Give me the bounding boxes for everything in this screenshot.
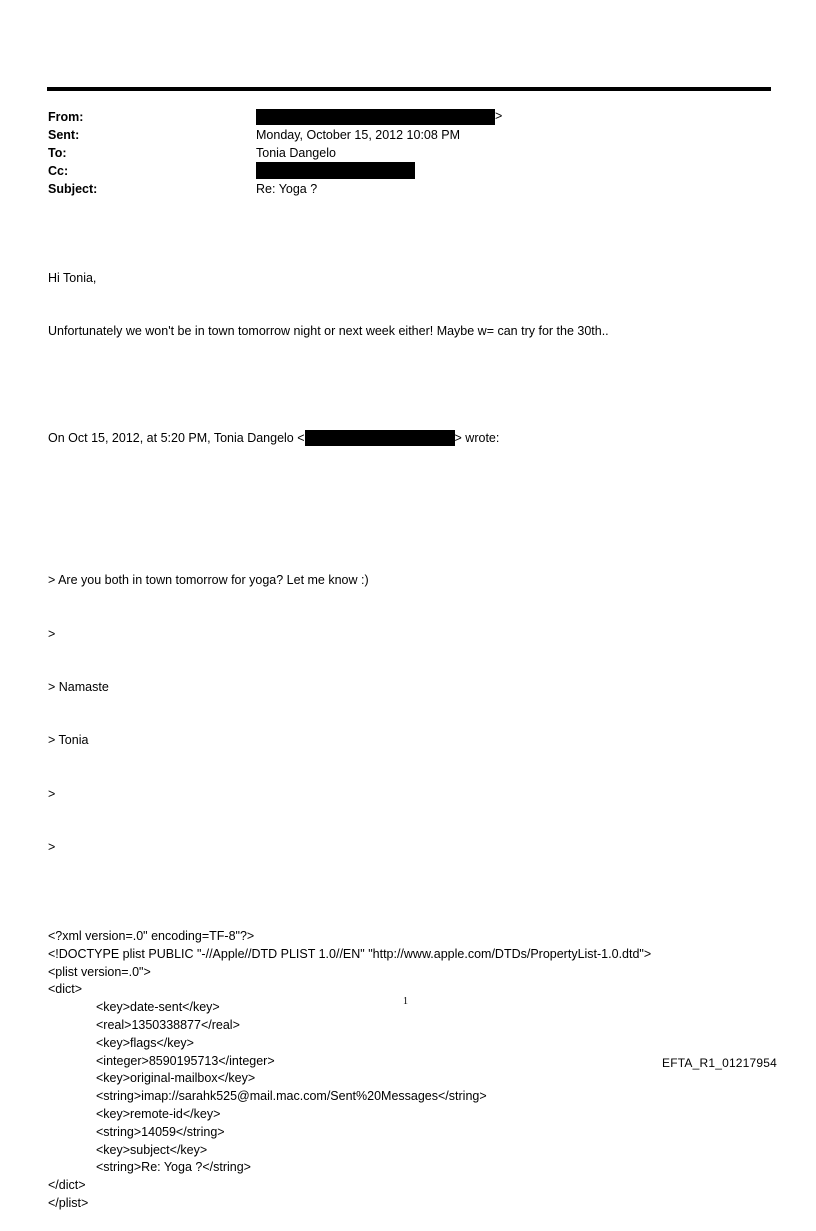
cc-label: Cc: [48, 164, 69, 178]
from-label: From: [48, 110, 84, 124]
xml-line: <key>date-sent</key> [96, 1000, 220, 1015]
quoted-line: > [48, 626, 56, 641]
xml-line: <string>imap://sarahk525@mail.mac.com/Sent%20Messages</string> [96, 1089, 487, 1104]
header-rule [47, 87, 771, 91]
bates-number: EFTA_R1_01217954 [662, 1056, 778, 1070]
xml-line: <key>original-mailbox</key> [96, 1071, 256, 1086]
quoted-line: > [48, 840, 56, 855]
to-value: Tonia Dangelo [256, 146, 336, 160]
xml-line: <key>flags</key> [96, 1035, 194, 1050]
xml-line: <string>Re: Yoga ?</string> [96, 1160, 251, 1175]
xml-line: </dict> [48, 1178, 86, 1193]
email-body [48, 234, 788, 1231]
page-number: 1 [403, 996, 408, 1007]
sent-label: Sent: [48, 128, 80, 142]
subject-label: Subject: [48, 182, 98, 196]
quote-intro [48, 430, 788, 448]
quoted-block [48, 537, 788, 893]
xml-line: <string>14059</string> [96, 1124, 225, 1139]
quoted-line: > [48, 786, 56, 801]
redaction-block [305, 430, 455, 446]
xml-line: <?xml version=.0" encoding=TF-8"?> [48, 929, 255, 944]
redaction-block [256, 162, 415, 179]
sent-value: Monday, October 15, 2012 10:08 PM [256, 128, 461, 142]
xml-line: <key>remote-id</key> [96, 1107, 221, 1122]
greeting: Hi Tonia, [48, 270, 97, 285]
xml-line: <real>1350338877</real> [96, 1018, 240, 1033]
quoted-line: > Are you both in town tomorrow for yoga? Let me know :) [48, 573, 369, 588]
to-label: To: [48, 146, 67, 160]
xml-line: <plist version=.0"> [48, 964, 151, 979]
quote-intro-suffix: > wrote: [454, 430, 500, 445]
redaction-block [256, 109, 495, 125]
xml-line: </plist> [48, 1196, 89, 1211]
xml-line: <dict> [48, 982, 83, 997]
xml-line: <integer>8590195713</integer> [96, 1053, 275, 1068]
quoted-line: > Tonia [48, 733, 89, 748]
xml-line: <key>subject</key> [96, 1142, 208, 1157]
xml-line: <!DOCTYPE plist PUBLIC "-//Apple//DTD PLIST 1.0//EN" "http://www.apple.com/DTDs/PropertyList-1.0.dtd"> [48, 946, 652, 961]
quote-intro-prefix: On Oct 15, 2012, at 5:20 PM, Tonia Dangelo < [48, 430, 305, 445]
plist-xml-block [48, 928, 788, 1213]
from-suffix: > [495, 109, 503, 123]
subject-value: Re: Yoga ? [256, 182, 318, 196]
message-text: Unfortunately we won't be in town tomorrow night or next week either! Maybe w= can try for the 30th.. [48, 323, 609, 338]
quoted-line: > Namaste [48, 679, 109, 694]
